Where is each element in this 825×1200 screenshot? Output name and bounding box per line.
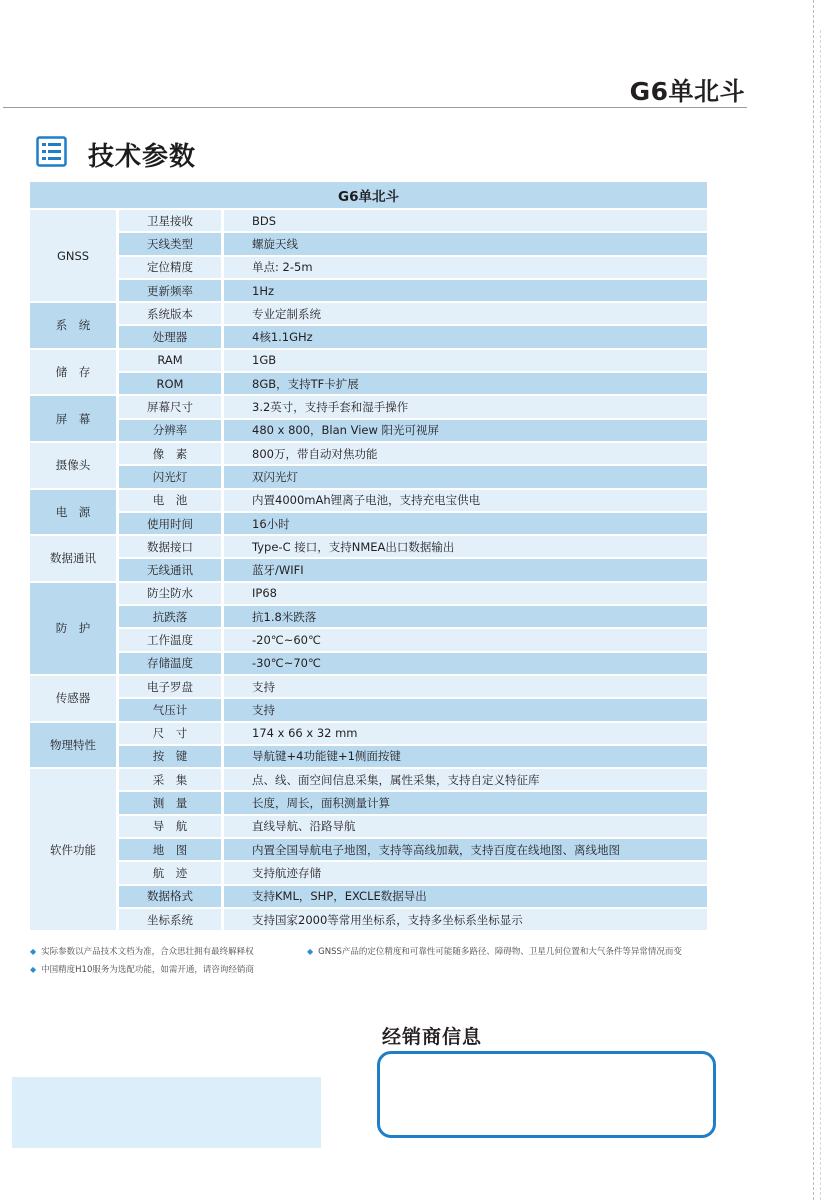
spec-label: RAM — [119, 350, 224, 373]
spec-value: 800万，带自动对焦功能 — [224, 443, 707, 466]
list-document-icon — [36, 136, 67, 167]
spec-value: 单点: 2-5m — [224, 257, 707, 280]
category-cell: 储 存 — [30, 350, 119, 397]
table-row — [30, 257, 707, 280]
spec-label: 坐标系统 — [119, 909, 224, 932]
bullet-icon: ◆ — [307, 947, 314, 956]
spec-value: BDS — [224, 210, 707, 233]
spec-value: 点、线、面空间信息采集，属性采集，支持自定义特征库 — [224, 769, 707, 792]
table-row — [30, 443, 707, 466]
bottom-blue-panel — [12, 1077, 321, 1148]
category-cell: 物理特性 — [30, 723, 119, 770]
spec-value: 螺旋天线 — [224, 233, 707, 256]
bullet-icon: ◆ — [30, 965, 37, 974]
category-cell: 摄像头 — [30, 443, 119, 490]
category-cell: 防 护 — [30, 583, 119, 676]
table-row — [30, 629, 707, 652]
section-title: 技术参数 — [88, 142, 197, 172]
spec-value: 抗1.8米跌落 — [224, 606, 707, 629]
category-cell: 电 源 — [30, 490, 119, 537]
spec-value: 支持 — [224, 699, 707, 722]
spec-label: 定位精度 — [119, 257, 224, 280]
spec-value: -20℃~60℃ — [224, 629, 707, 652]
table-row — [30, 210, 707, 233]
spec-label: 存储温度 — [119, 653, 224, 676]
spec-value: 16小时 — [224, 513, 707, 536]
table-row — [30, 303, 707, 326]
spec-label: 气压计 — [119, 699, 224, 722]
spec-value: 支持国家2000等常用坐标系，支持多坐标系坐标显示 — [224, 909, 707, 932]
spec-label: 抗跌落 — [119, 606, 224, 629]
table-heading-row — [30, 182, 707, 210]
table-row — [30, 583, 707, 606]
table-row — [30, 326, 707, 349]
spec-label: ROM — [119, 373, 224, 396]
spec-label: 航 迹 — [119, 862, 224, 885]
table-row — [30, 676, 707, 699]
spec-value: 支持KML，SHP，EXCLE数据导出 — [224, 886, 707, 909]
spec-value: 1Hz — [224, 280, 707, 303]
spec-value: 直线导航、沿路导航 — [224, 816, 707, 839]
spec-value: 174 x 66 x 32 mm — [224, 723, 707, 746]
spec-label: 采 集 — [119, 769, 224, 792]
spec-label: 按 键 — [119, 746, 224, 769]
spec-value: 双闪光灯 — [224, 466, 707, 489]
spec-label: 电子罗盘 — [119, 676, 224, 699]
spec-value: 480 x 800，Blan View 阳光可视屏 — [224, 420, 707, 443]
category-cell: GNSS — [30, 210, 119, 303]
spec-label: 电 池 — [119, 490, 224, 513]
category-cell: 系 统 — [30, 303, 119, 350]
footnote-1: ◆ 实际参数以产品技术文档为准，合众思壮拥有最终解释权 — [30, 947, 254, 957]
spec-value: -30℃~70℃ — [224, 653, 707, 676]
spec-label: 屏幕尺寸 — [119, 396, 224, 419]
product-title: G6单北斗 — [629, 77, 745, 106]
spec-label: 处理器 — [119, 326, 224, 349]
table-row — [30, 233, 707, 256]
spec-value: 支持 — [224, 676, 707, 699]
table-row — [30, 490, 707, 513]
spec-label: 导 航 — [119, 816, 224, 839]
spec-value: Type-C 接口，支持NMEA出口数据输出 — [224, 536, 707, 559]
footnote-2: ◆ 中国精度H10服务为选配功能，如需开通，请咨询经销商 — [30, 965, 254, 975]
table-row — [30, 350, 707, 373]
page-edge-guide — [813, 0, 814, 1200]
table-row — [30, 396, 707, 419]
spec-label: 像 素 — [119, 443, 224, 466]
table-row — [30, 723, 707, 746]
table-row — [30, 373, 707, 396]
table-row — [30, 280, 707, 303]
table-row — [30, 466, 707, 489]
spec-label: 天线类型 — [119, 233, 224, 256]
spec-value: 蓝牙/WIFI — [224, 559, 707, 582]
table-row — [30, 909, 707, 932]
spec-value: 内置4000mAh锂离子电池，支持充电宝供电 — [224, 490, 707, 513]
table-row — [30, 513, 707, 536]
table-row — [30, 839, 707, 862]
spec-label: 防尘防水 — [119, 583, 224, 606]
spec-label: 测 量 — [119, 792, 224, 815]
spec-value: 8GB，支持TF卡扩展 — [224, 373, 707, 396]
bullet-icon: ◆ — [30, 947, 37, 956]
spec-label: 系统版本 — [119, 303, 224, 326]
spec-table — [30, 182, 707, 932]
spec-label: 工作温度 — [119, 629, 224, 652]
spec-label: 使用时间 — [119, 513, 224, 536]
dealer-info-title: 经销商信息 — [382, 1026, 483, 1048]
spec-label: 闪光灯 — [119, 466, 224, 489]
table-row — [30, 816, 707, 839]
table-row — [30, 653, 707, 676]
spec-label: 数据接口 — [119, 536, 224, 559]
footnote-3: ◆ GNSS产品的定位精度和可靠性可能随多路径、障碍物、卫星几何位置和大气条件等异常情况而变 — [307, 947, 682, 957]
table-row — [30, 420, 707, 443]
table-row — [30, 746, 707, 769]
spec-label: 无线通讯 — [119, 559, 224, 582]
table-heading: G6单北斗 — [30, 182, 707, 210]
spec-label: 数据格式 — [119, 886, 224, 909]
category-cell: 传感器 — [30, 676, 119, 723]
page-edge-guide-inner — [820, 30, 821, 1200]
spec-label: 更新频率 — [119, 280, 224, 303]
spec-label: 分辨率 — [119, 420, 224, 443]
table-row — [30, 699, 707, 722]
spec-label: 卫星接收 — [119, 210, 224, 233]
spec-label: 地 图 — [119, 839, 224, 862]
spec-label: 尺 寸 — [119, 723, 224, 746]
table-row — [30, 862, 707, 885]
table-row — [30, 559, 707, 582]
spec-value: 专业定制系统 — [224, 303, 707, 326]
spec-value: 1GB — [224, 350, 707, 373]
spec-value: 内置全国导航电子地图，支持等高线加载，支持百度在线地图、离线地图 — [224, 839, 707, 862]
table-row — [30, 606, 707, 629]
dealer-info-box — [377, 1051, 716, 1138]
spec-value: 支持航迹存储 — [224, 862, 707, 885]
table-row — [30, 536, 707, 559]
category-cell: 软件功能 — [30, 769, 119, 932]
spec-value: 3.2英寸，支持手套和湿手操作 — [224, 396, 707, 419]
table-row — [30, 792, 707, 815]
table-row — [30, 886, 707, 909]
spec-value: IP68 — [224, 583, 707, 606]
header-divider — [3, 107, 747, 108]
spec-value: 导航键+4功能键+1侧面按键 — [224, 746, 707, 769]
table-row — [30, 769, 707, 792]
category-cell: 数据通讯 — [30, 536, 119, 583]
spec-value: 4核1.1GHz — [224, 326, 707, 349]
category-cell: 屏 幕 — [30, 396, 119, 443]
spec-value: 长度，周长，面积测量计算 — [224, 792, 707, 815]
